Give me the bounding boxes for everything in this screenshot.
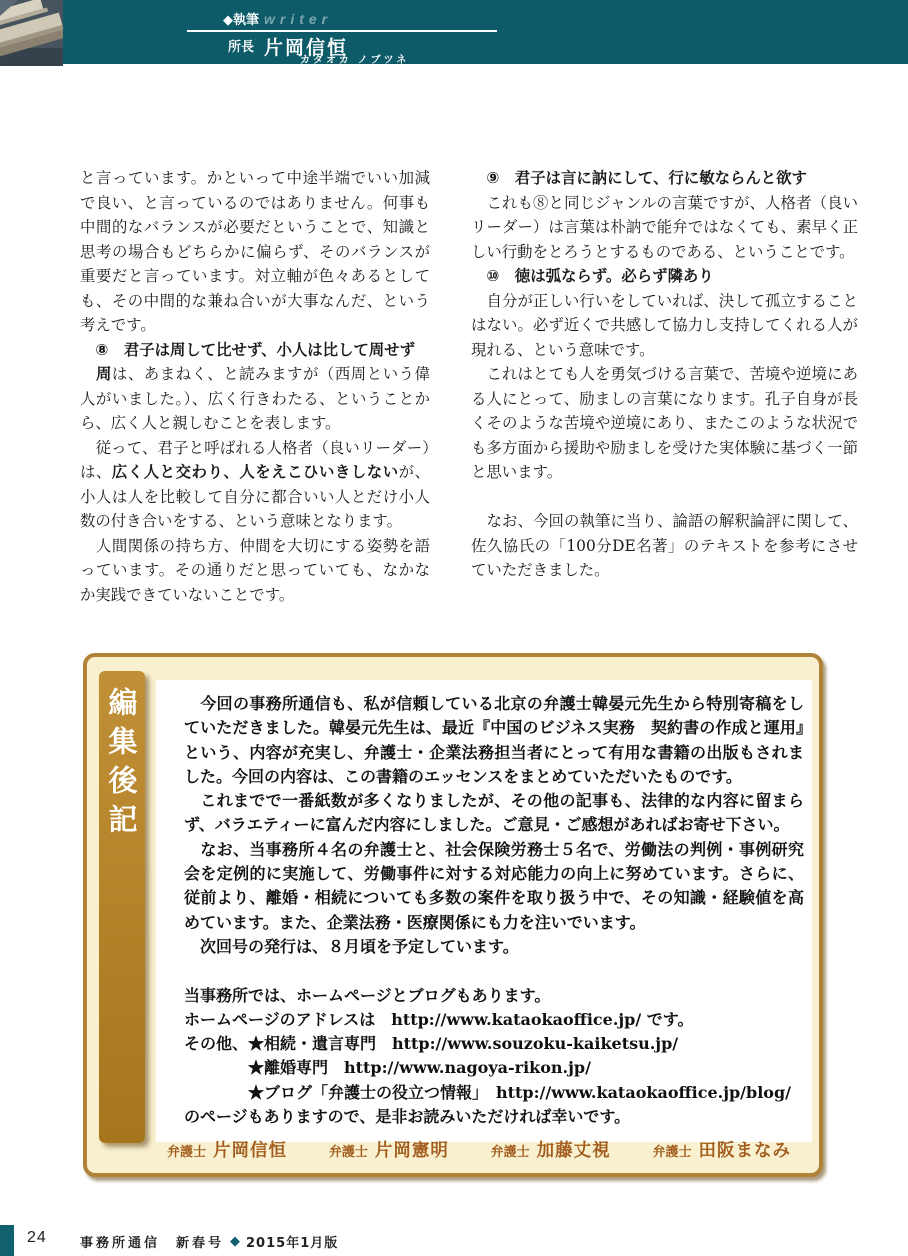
text: にも力を注いでいます。 — [470, 912, 646, 932]
editorial-text — [184, 692, 804, 1129]
lawyer-name: 田阪まなみ — [698, 1141, 791, 1161]
lawyer-title: 弁護士 — [652, 1145, 692, 1160]
text: 今回の事務所通信も、私が信頼している北京の弁護士韓晏元先生から特別寄稿をしていただきました。韓晏元先生は、最近『中国のビジネス実務 契約書の作成と運用』という、内容が充実し、弁護士・企業法務担当者にとって有用な書籍の出版もされました。今回の内容は、この書籍のエッセンスをまとめていただいたものです。 — [184, 694, 804, 786]
paragraph — [184, 984, 804, 1008]
footer-title: 事務所通信 新春号 — [80, 1236, 225, 1251]
footer-line — [80, 1232, 338, 1251]
paragraph — [184, 1081, 804, 1105]
paragraph-spacer — [471, 485, 858, 510]
editorial-panel — [156, 680, 812, 1142]
text — [80, 365, 96, 383]
paragraph — [80, 166, 430, 338]
lawyers-row — [167, 1137, 791, 1162]
author-kana: カタオカ ノブツネ — [300, 55, 410, 66]
paragraph — [471, 191, 858, 265]
text: 従って、君子と呼ばれる人格者（良いリーダー）は、 — [80, 438, 430, 481]
article-heading — [471, 166, 858, 191]
text: に対する対応能力の向上に努めています。さらに、従前より、 — [184, 864, 804, 908]
text: ⑧ 君子は周して比せず、小人は比して周せず — [80, 340, 416, 359]
lawyer-name: 片岡信恒 — [213, 1141, 288, 1161]
bold-text: 離婚・相続 — [265, 888, 348, 908]
paragraph — [471, 509, 858, 583]
footer-diamond-icon: ◆ — [230, 1234, 241, 1249]
text: なお、今回の執筆に当り、論語の解釈論評に関して、佐久協氏の「100分DE名著」のテキストを参考にさせていただきました。 — [471, 512, 858, 579]
page-number: 24 — [27, 1229, 47, 1246]
text: が、小人は人を比較して自分に都合いい人とだけ小人数の付き合いをする、という意味となります。 — [80, 463, 430, 530]
text: 当事務所では、ホームページとブログもあります。 — [184, 985, 551, 1005]
article-right-column — [471, 166, 858, 583]
text: 次回号の発行は、８月頃を予定しています。 — [184, 936, 519, 956]
bold-text: 労働事件 — [363, 864, 430, 884]
lawyer-item — [167, 1137, 287, 1162]
lawyer-title: 弁護士 — [167, 1145, 207, 1160]
text: ⑨ 君子は言に訥にして、行に敏ならんと欲す — [471, 169, 807, 187]
paragraph — [184, 935, 804, 959]
paragraph — [184, 1105, 804, 1129]
header-rule — [187, 30, 497, 32]
paragraph — [184, 1056, 804, 1080]
writer-label: ◆執筆 — [223, 12, 259, 27]
author-role: 所長 — [228, 39, 255, 54]
paragraph — [80, 534, 430, 608]
bold-text: 広く人と交わり、人をえこひいきしない — [111, 463, 399, 481]
paragraph — [184, 692, 804, 789]
bold-text: 企業法務・医療関係 — [326, 912, 471, 932]
text: ⑩ 徳は弧ならず。必らず隣あり — [471, 267, 714, 285]
lawyer-item — [329, 1137, 449, 1162]
writer-en-label: writer — [264, 11, 333, 27]
paragraph — [80, 436, 430, 534]
text: についても多数の案件を取り扱う中で、その知識・経験値を高めています。また、 — [184, 888, 804, 932]
text: ★離婚専門 http://www.nagoya-rikon.jp/ — [184, 1058, 591, 1078]
paragraph — [184, 1008, 804, 1032]
article-heading — [471, 264, 858, 289]
text: これはとても人を勇気づける言葉で、苦境や逆境にある人にとって、励ましの言葉になります。孔子自身が長くそのような苦境や逆境にあり、またこのような状況でも多方面から援助や励ましを受けた実体験に基づく一節と思います。 — [471, 365, 858, 481]
lawyer-name: 片岡憲明 — [374, 1141, 449, 1161]
editorial-box — [83, 653, 823, 1177]
header-banner — [0, 0, 908, 64]
paragraph — [471, 289, 858, 363]
text: は、あまねく、と読みますが（西周という偉人がいました。）、広く行きわたる、ということから、広く人と親しむことを表します。 — [80, 365, 430, 432]
paragraph — [80, 362, 430, 436]
article-left-column — [80, 166, 430, 607]
text: その他、★相続・遺言専門 http://www.souzoku-kaiketsu.jp/ — [184, 1034, 679, 1054]
paragraph — [184, 838, 804, 935]
footer-edition: 2015年1月版 — [246, 1236, 339, 1251]
text: と言っています。かといって中途半端でいい加減で良い、と言っているのではありません。何事も中間的なバランスが必要だということで、知識と思考の場合もどちらかに偏らず、そのバランスが重要だと言っています。対立軸が色々あるとしても、その中間的な兼ね合いが大事なんだ、という考えです。 — [80, 169, 430, 334]
text: ホームページのアドレスは http://www.kataokaoffice.jp/ です。 — [184, 1009, 694, 1029]
lawyer-item — [652, 1137, 791, 1162]
text: これも⑧と同じジャンルの言葉ですが、人格者（良いリーダー）は言葉は朴訥で能弁ではなくても、素早く正しい行動をとろうとするものである、ということです。 — [471, 193, 858, 261]
lawyer-title: 弁護士 — [490, 1145, 530, 1160]
bold-text: 周 — [95, 365, 112, 383]
books-photo-icon — [0, 0, 63, 66]
text: なお、当事務所４名の弁護士と、社会保険労務士５名で、労働法の判例・事例研究会を定例的に実施して、 — [184, 839, 804, 884]
paragraph-spacer — [184, 959, 804, 983]
text: これまでで一番紙数が多くなりましたが、その他の記事も、法律的な内容に留まらず、バラエティーに富んだ内容にしました。ご意見・ご感想があればお寄せ下さい。 — [184, 791, 804, 835]
lawyer-name: 加藤丈視 — [536, 1141, 611, 1161]
editorial-tab-label: 編集後記 — [104, 687, 139, 843]
footer-accent-block — [0, 1225, 14, 1256]
lawyer-title: 弁護士 — [328, 1145, 368, 1160]
article-heading — [80, 338, 430, 363]
lawyer-item — [491, 1137, 611, 1162]
paragraph — [184, 1032, 804, 1056]
author-name: 片岡信恒 — [264, 38, 349, 59]
paragraph — [471, 362, 858, 485]
text: 自分が正しい行いをしていれば、決して孤立することはない。必ず近くで共感して協力し支持してくれる人が現れる、という意味です。 — [471, 291, 858, 359]
writer-row — [223, 9, 332, 28]
editorial-tab — [99, 671, 145, 1143]
text: 人間関係の持ち方、仲間を大切にする姿勢を語っています。その通りだと思っていても、なかなか実践できていないことです。 — [80, 536, 430, 604]
paragraph — [184, 789, 804, 838]
text: のページもありますので、是非お読みいただければ幸いです。 — [184, 1107, 631, 1127]
text: ★ブログ「弁護士の役立つ情報」 http://www.kataokaoffice.jp/blog/ — [184, 1082, 791, 1102]
